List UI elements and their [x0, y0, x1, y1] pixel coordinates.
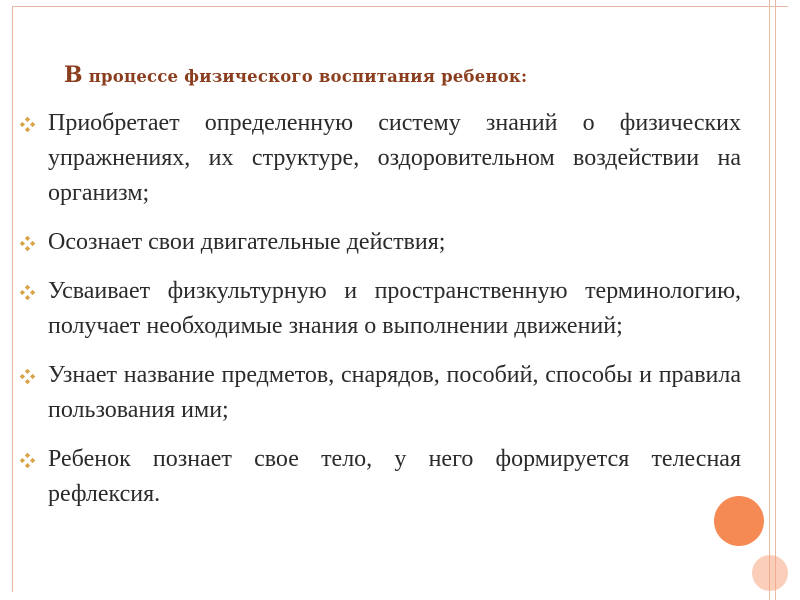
- frame-line-left: [12, 6, 13, 592]
- diamond-bullet-icon: [20, 453, 35, 468]
- title-first-letter: В: [64, 62, 83, 88]
- list-item: [16, 442, 741, 512]
- list-item: [16, 225, 741, 260]
- list-item-text: Узнает название предметов, снарядов, пособий, способы и правила пользования ими;: [48, 362, 741, 423]
- title-rest: процессе физического воспитания ребенок:: [82, 67, 528, 86]
- frame-line-right-outer: [769, 0, 770, 600]
- list-item-text: Ребенок познает свое тело, у него формируется телесная рефлексия.: [48, 446, 741, 507]
- list-item-text: Приобретает определенную систему знаний о физических упражнениях, их структуре, оздоровительном воздействии на организм;: [48, 110, 741, 206]
- diamond-bullet-icon: [20, 369, 35, 384]
- bullet-list: [16, 106, 741, 526]
- diamond-bullet-icon: [20, 236, 35, 251]
- slide-title: [64, 62, 754, 88]
- list-item: [16, 106, 741, 211]
- frame-line-right-inner: [775, 0, 776, 600]
- diamond-bullet-icon: [20, 117, 35, 132]
- list-item: [16, 358, 741, 428]
- decorative-faded-circle: [752, 555, 788, 591]
- frame-line-top: [12, 6, 788, 7]
- list-item-text: Осознает свои двигательные действия;: [48, 229, 446, 255]
- list-item: [16, 274, 741, 344]
- diamond-bullet-icon: [20, 285, 35, 300]
- list-item-text: Усваивает физкультурную и пространственную терминологию, получает необходимые знания о выполнении движений;: [48, 278, 741, 339]
